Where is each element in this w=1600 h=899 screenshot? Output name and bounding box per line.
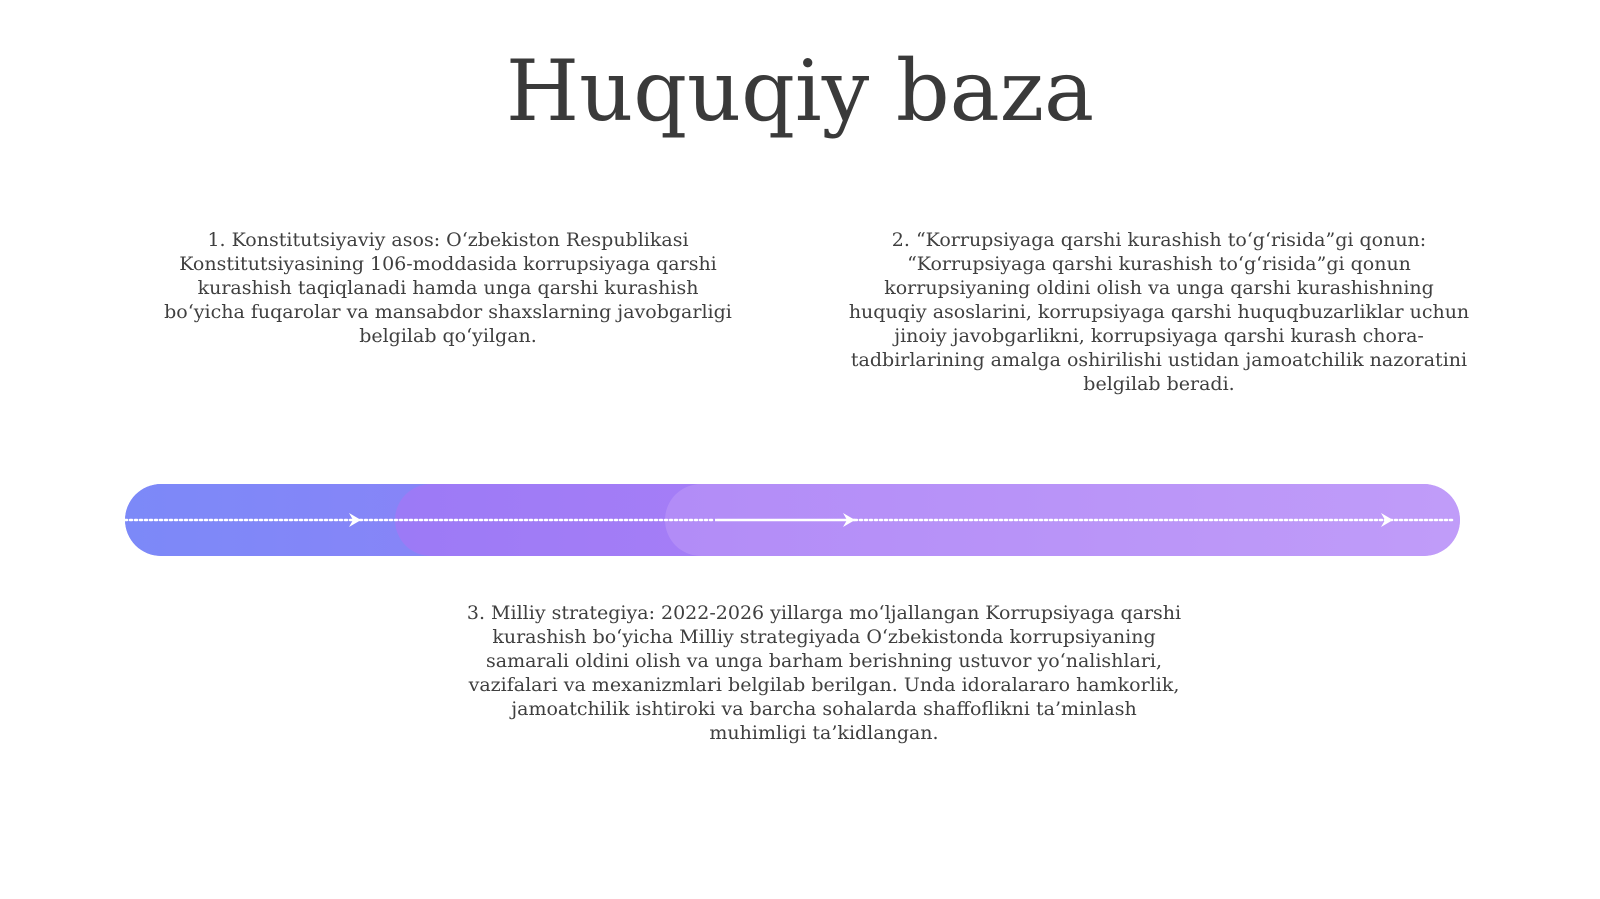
timeline-bar <box>125 484 1460 556</box>
legal-basis-item-3: 3. Milliy strategiya: 2022-2026 yillarga mo‘ljallangan Korrupsiyaga qarshi kurashish bo‘yicha Milliy strategiyada O‘zbekistonda korrupsiyaning samarali oldini olish va unga barham berishning ustuvor yo‘nalishlari, vazifalari va mexanizmlari belgilab berilgan. Unda idoralararo hamkorlik, jamoatchilik ishtiroki va barcha sohalarda shaffoflikni ta’minlash muhimligi ta’kidlangan. <box>466 602 1182 744</box>
slide-title: Huquqiy baza <box>505 42 1095 140</box>
legal-basis-item-1: 1. Konstitutsiyaviy asos: O‘zbekiston Respublikasi Konstitutsiyasining 106-moddasida korrupsiyaga qarshi kurashish taqiqlanadi hamda unga qarshi kurashish bo‘yicha fuqarolar va mansabdor shaxslarning javobgarligi belgilab qo‘yilgan. <box>164 229 732 347</box>
timeline-track <box>125 484 1460 556</box>
legal-basis-item-2: 2. “Korrupsiyaga qarshi kurashish to‘g‘risida”gi qonun: “Korrupsiyaga qarshi kurashish to‘g‘risida”gi qonun korrupsiyaning oldini olish va unga qarshi kurashishning huquqiy asoslarini, korrupsiyaga qarshi huquqbuzarliklar uchun jinoiy javobgarlikni, korrupsiyaga qarshi kurash chora-tadbirlarining amalga oshirilishi ustidan jamoatchilik nazoratini belgilab beradi. <box>848 229 1470 395</box>
